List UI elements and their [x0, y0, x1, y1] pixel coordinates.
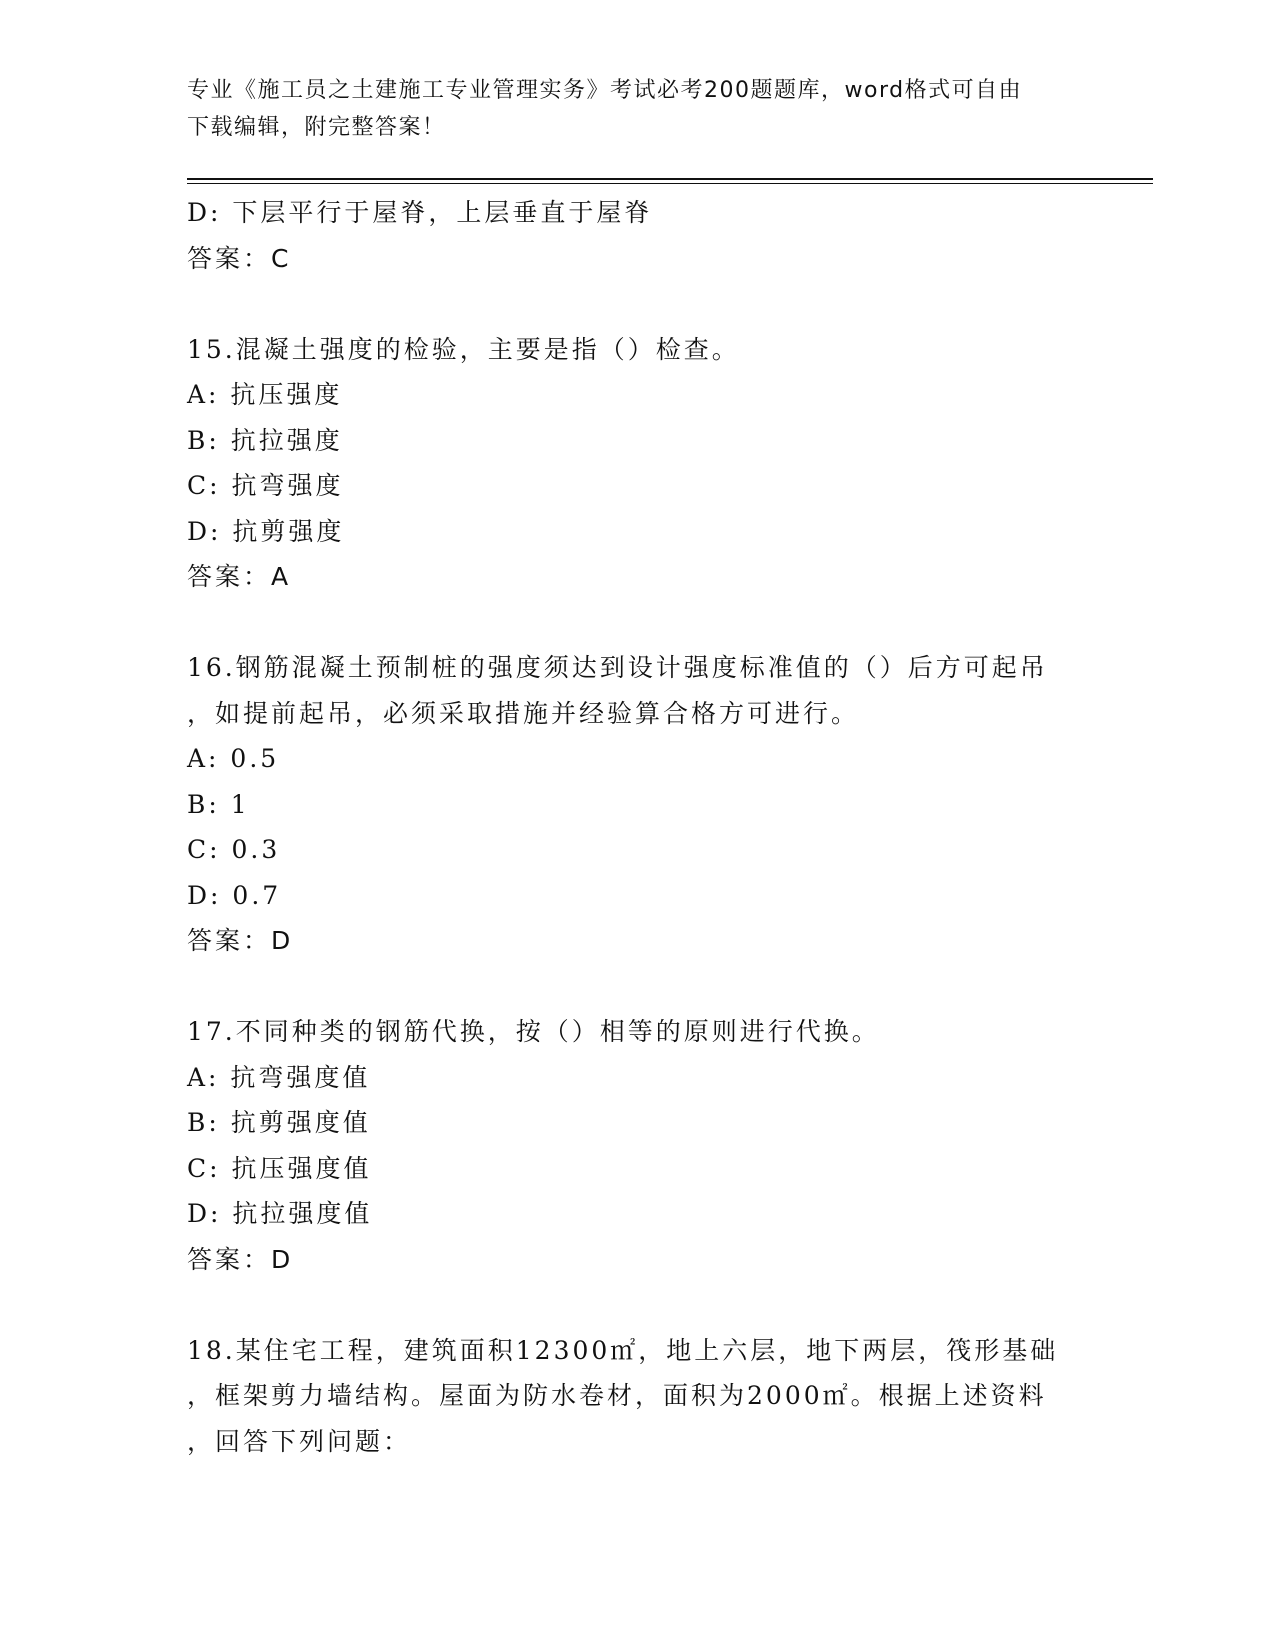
option-b: B: 抗剪强度值	[187, 1108, 371, 1137]
spacer	[187, 281, 1087, 327]
spacer	[187, 600, 1087, 646]
question-stem: 15.混凝土强度的检验，主要是指（）检查。	[187, 334, 740, 364]
question-stem: 17.不同种类的钢筋代换，按（）相等的原则进行代换。	[187, 1017, 880, 1046]
answer-line: 答案：C	[187, 243, 292, 273]
option-a: A: 抗压强度	[187, 380, 343, 409]
question-block-14	[187, 190, 1087, 281]
spacer	[187, 964, 1087, 1010]
option-d: D: 0.7	[187, 880, 282, 910]
spacer	[187, 1282, 1087, 1328]
option-d: D: 抗剪强度	[187, 516, 345, 546]
question-stem-continued: ，框架剪力墙结构。屋面为防水卷材，面积为2000㎡。根据上述资料	[187, 1381, 1047, 1410]
question-block-17	[187, 1009, 1087, 1282]
question-list	[187, 190, 1087, 1464]
question-stem-continued: ，回答下列问题：	[187, 1426, 412, 1456]
option-c: C: 0.3	[187, 835, 281, 864]
header-line-1: 专业《施工员之土建施工专业管理实务》考试必考200题题库，word格式可自由	[187, 78, 1023, 103]
answer-line: 答案：D	[187, 926, 294, 955]
question-stem-continued: ，如提前起吊，必须采取措施并经验算合格方可进行。	[187, 698, 860, 728]
option-c: C: 抗弯强度	[187, 471, 344, 500]
option-a: A: 抗弯强度值	[187, 1062, 371, 1092]
header-line-2: 下载编辑，附完整答案！	[187, 115, 446, 140]
question-stem: 18.某住宅工程，建筑面积12300㎡，地上六层，地下两层，筏形基础	[187, 1335, 1059, 1365]
document-header	[187, 72, 1067, 146]
header-divider-thick	[187, 178, 1153, 180]
answer-line: 答案：D	[187, 1244, 294, 1274]
option-d: D: 下层平行于屋脊，上层垂直于屋脊	[187, 198, 653, 227]
header-divider-thin	[187, 183, 1153, 184]
question-block-15	[187, 327, 1087, 600]
question-stem: 16.钢筋混凝土预制桩的强度须达到设计强度标准值的（）后方可起吊	[187, 653, 1048, 682]
option-b: B: 1	[187, 789, 250, 819]
option-a: A: 0.5	[187, 744, 280, 773]
question-block-16	[187, 645, 1087, 964]
option-d: D: 抗拉强度值	[187, 1199, 373, 1228]
question-block-18	[187, 1328, 1087, 1465]
option-c: C: 抗压强度值	[187, 1153, 372, 1183]
answer-line: 答案：A	[187, 562, 292, 591]
option-b: B: 抗拉强度	[187, 425, 343, 455]
